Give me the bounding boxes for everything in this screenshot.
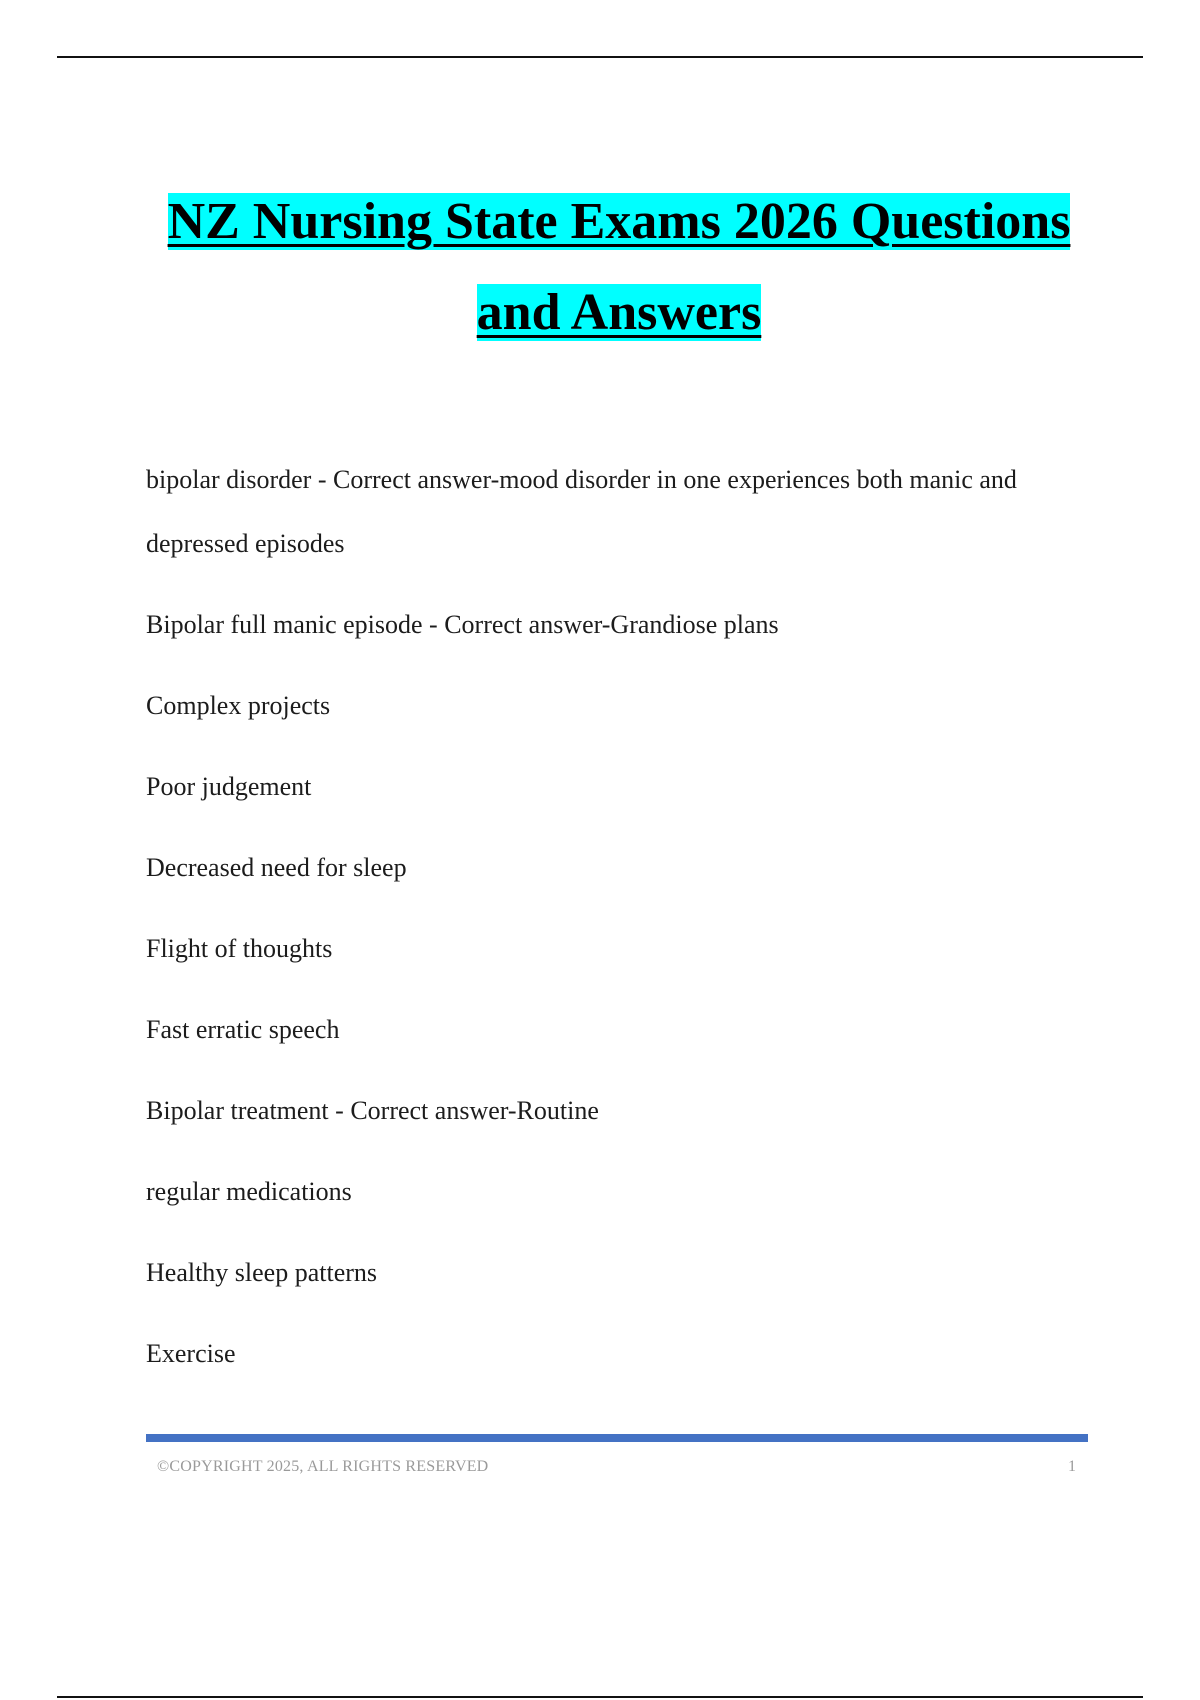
qa-entry: Poor judgement — [146, 772, 312, 801]
qa-entry: Healthy sleep patterns — [146, 1258, 378, 1287]
qa-entry: Exercise — [146, 1339, 236, 1368]
qa-entry: bipolar disorder - Correct answer-mood disorder in one experiences both manic and depressed episodes — [146, 465, 1017, 558]
qa-entry: Fast erratic speech — [146, 1015, 340, 1044]
footer-copyright: ©COPYRIGHT 2025, ALL RIGHTS RESERVED — [157, 1458, 489, 1475]
page-title-line-2: and Answers — [476, 284, 762, 341]
qa-entry: Bipolar treatment - Correct answer-Routine — [146, 1096, 599, 1125]
page-title — [0, 176, 1200, 358]
qa-entry: Flight of thoughts — [146, 934, 333, 963]
qa-entry: regular medications — [146, 1177, 352, 1206]
qa-entry: Decreased need for sleep — [146, 853, 407, 882]
footer-divider-bar — [146, 1434, 1088, 1442]
qa-entry: Complex projects — [146, 691, 331, 720]
qa-entry: Bipolar full manic episode - Correct answer-Grandiose plans — [146, 610, 779, 639]
page-bottom-rule — [57, 1696, 1143, 1698]
footer-page-number: 1 — [1068, 1458, 1076, 1475]
page-top-rule — [57, 56, 1143, 58]
page-title-line-1: NZ Nursing State Exams 2026 Questions — [167, 193, 1071, 250]
qa-list — [146, 448, 1076, 1403]
